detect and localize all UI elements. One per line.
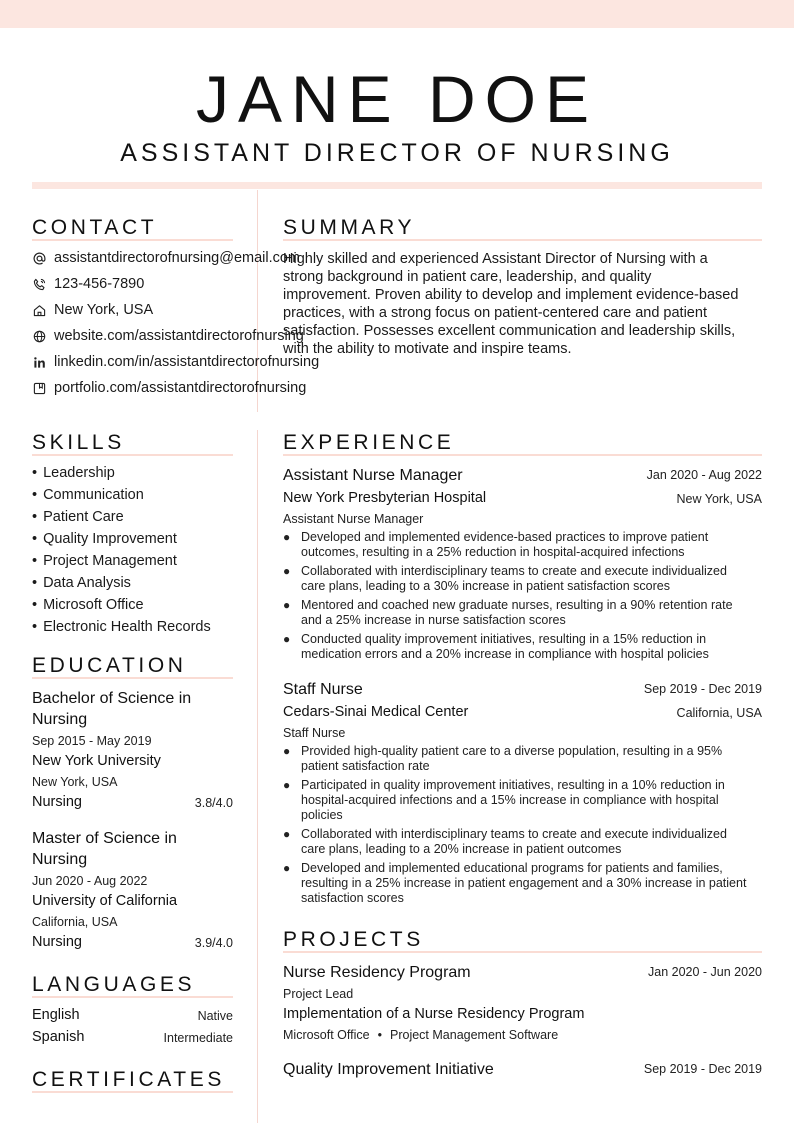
job-company: New York Presbyterian Hospital: [283, 490, 487, 506]
summary-underline: [283, 239, 762, 241]
summary-text: Highly skilled and experienced Assistant Director of Nursing with a strong background in patient care, leadership, and quality improvement. Proven ability to develop and implement evidence-based practices, with a strong focus on patient-centered care and patient satisfaction. Possesses excellent communication and leadership skills, with the ability to motivate and inspire teams.: [283, 251, 739, 357]
job-bullet: ● Developed and implemented educational programs for patients and families, resulting in a 25% increase in patient engagement and a 30% increase in patient satisfaction scores: [283, 861, 747, 905]
job-title: Assistant Nurse Manager: [283, 467, 463, 484]
linkedin-icon: [32, 355, 46, 369]
skill-item: • Project Management: [32, 553, 177, 569]
job-bullet: ● Mentored and coached new graduate nurses, resulting in a 90% retention rate and a 25% increase in nurse satisfaction scores: [283, 598, 733, 627]
education-degree: Nursing: [32, 851, 88, 868]
language-level: Intermediate: [163, 1031, 233, 1045]
experience-heading: EXPERIENCE: [283, 431, 455, 454]
home-icon: [32, 303, 46, 317]
certificates-heading: CERTIFICATES: [32, 1068, 225, 1091]
projects-underline: [283, 951, 762, 953]
project-subtitle: Implementation of a Nurse Residency Program: [283, 1006, 585, 1022]
skill-item: • Microsoft Office: [32, 597, 144, 613]
contact-website-text: website.com/assistantdirectorofnursing: [54, 328, 304, 344]
portfolio-icon: [32, 381, 46, 395]
contact-phone[interactable]: [32, 274, 144, 294]
job-bullet: ● Participated in quality improvement initiatives, resulting in a 10% reduction in hospital-acquired infections and a 15% increase in compliance with hospital policies: [283, 778, 725, 822]
education-field: Nursing: [32, 934, 82, 950]
language-level: Native: [197, 1009, 233, 1023]
skill-item: • Quality Improvement: [32, 531, 177, 547]
projects-heading: PROJECTS: [283, 928, 424, 951]
job-dates: Jan 2020 - Aug 2022: [646, 468, 762, 482]
skills-heading: SKILLS: [32, 431, 125, 454]
education-underline: [32, 677, 233, 679]
education-dates: Jun 2020 - Aug 2022: [32, 874, 148, 888]
education-gpa: 3.8/4.0: [194, 796, 233, 810]
job-company: Cedars-Sinai Medical Center: [283, 704, 469, 720]
summary-heading: SUMMARY: [283, 216, 416, 239]
job-location: California, USA: [676, 706, 762, 720]
top-accent-bar: [0, 0, 794, 28]
project-role: Project Lead: [283, 987, 354, 1001]
job-role: Staff Nurse: [283, 726, 346, 740]
candidate-title: ASSISTANT DIRECTOR OF NURSING: [120, 139, 674, 167]
job-bullet: ● Collaborated with interdisciplinary teams to create and execute individualized care plans, leading to a 20% increase in patient outcomes: [283, 827, 727, 856]
languages-heading: LANGUAGES: [32, 973, 196, 996]
experience-underline: [283, 454, 762, 456]
education-location: California, USA: [32, 915, 118, 929]
language-name: English: [32, 1007, 80, 1023]
contact-linkedin-text: linkedin.com/in/assistantdirectorofnursing: [54, 354, 320, 370]
project-tool: Project Management Software: [390, 1028, 559, 1042]
job-role: Assistant Nurse Manager: [283, 512, 424, 526]
education-degree: Master of Science in: [32, 830, 177, 847]
skill-item: • Leadership: [32, 465, 115, 481]
education-field: Nursing: [32, 794, 82, 810]
skill-item: • Communication: [32, 487, 144, 503]
skill-item: • Electronic Health Records: [32, 619, 211, 635]
job-title: Staff Nurse: [283, 681, 363, 698]
contact-linkedin[interactable]: [32, 352, 319, 372]
languages-underline: [32, 996, 233, 998]
contact-location-text: New York, USA: [54, 302, 154, 318]
contact-phone-text: 123-456-7890: [54, 276, 145, 292]
globe-icon: [32, 329, 46, 343]
project-name: Nurse Residency Program: [283, 964, 471, 981]
job-bullet: ● Developed and implemented evidence-based practices to improve patient outcomes, resulting in a 25% reduction in hospital-acquired infections: [283, 530, 709, 559]
project-dates: Sep 2019 - Dec 2019: [643, 1062, 762, 1076]
contact-portfolio[interactable]: [32, 378, 306, 398]
contact-website[interactable]: [32, 326, 304, 346]
contact-location: [32, 300, 153, 320]
education-gpa: 3.9/4.0: [194, 936, 233, 950]
job-dates: Sep 2019 - Dec 2019: [643, 682, 762, 696]
project-tools: Microsoft Office • Project Management Software: [283, 1028, 559, 1042]
education-location: New York, USA: [32, 775, 118, 789]
project-tool: Microsoft Office: [283, 1028, 370, 1042]
header-divider: [32, 182, 762, 189]
candidate-name: JANE DOE: [195, 62, 599, 136]
certificates-underline: [32, 1091, 233, 1093]
education-dates: Sep 2015 - May 2019: [32, 734, 152, 748]
at-icon: [32, 251, 46, 265]
project-name: Quality Improvement Initiative: [283, 1061, 494, 1078]
job-bullet: ● Provided high-quality patient care to a diverse population, resulting in a 95% patient satisfaction rate: [283, 744, 723, 773]
contact-email-text: assistantdirectorofnursing@email.com: [54, 250, 301, 266]
language-name: Spanish: [32, 1029, 85, 1045]
contact-heading: CONTACT: [32, 216, 158, 239]
phone-icon: [32, 277, 46, 291]
skill-item: • Data Analysis: [32, 575, 131, 591]
education-degree: Nursing: [32, 711, 88, 728]
job-bullet: ● Collaborated with interdisciplinary teams to create and execute individualized care plans, leading to a 30% increase in patient satisfaction scores: [283, 564, 727, 593]
education-school: New York University: [32, 753, 161, 769]
contact-underline: [32, 239, 233, 241]
education-heading: EDUCATION: [32, 654, 187, 677]
education-school: University of California: [32, 893, 178, 909]
skill-item: • Patient Care: [32, 509, 124, 525]
job-location: New York, USA: [676, 492, 762, 506]
skills-underline: [32, 454, 233, 456]
column-divider-bottom: [257, 430, 258, 1123]
education-degree: Bachelor of Science in: [32, 690, 192, 707]
contact-portfolio-text: portfolio.com/assistantdirectorofnursing: [54, 380, 307, 396]
job-bullet: ● Conducted quality improvement initiatives, resulting in a 15% reduction in medication errors and a 20% increase in compliance with hospital policies: [283, 632, 709, 661]
contact-email[interactable]: [32, 248, 300, 268]
project-dates: Jan 2020 - Jun 2020: [648, 965, 762, 979]
